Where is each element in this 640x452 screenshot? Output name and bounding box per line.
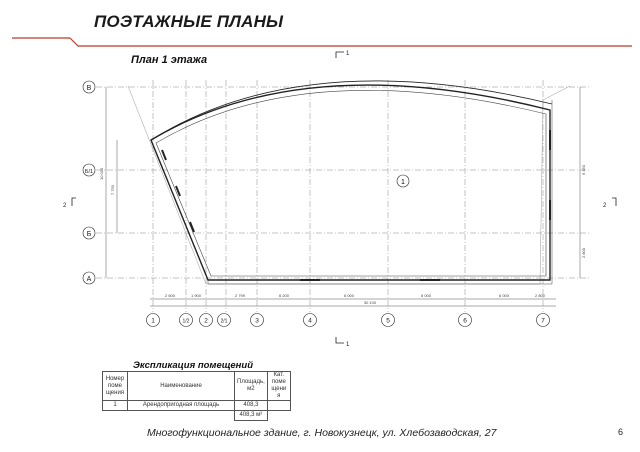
dim-2: 1 900 bbox=[190, 293, 202, 298]
side-dim-3: 9 450 bbox=[581, 164, 586, 175]
dim-total: 30 100 bbox=[363, 300, 377, 305]
total-area: 408,3 м² bbox=[235, 411, 268, 421]
row-axis-v: В bbox=[86, 85, 92, 92]
row-axis-b: Б bbox=[86, 231, 92, 238]
dim-6: 6 000 bbox=[420, 293, 432, 298]
row-axis-a: А bbox=[86, 276, 92, 283]
page-title: ПОЭТАЖНЫЕ ПЛАНЫ bbox=[94, 12, 284, 31]
header-number: Номер поме щения bbox=[103, 372, 128, 401]
col-axis-5: 5 bbox=[386, 317, 390, 325]
page-number: 6 bbox=[618, 427, 624, 437]
explication-table bbox=[102, 371, 291, 421]
col-axis-3: 3 bbox=[255, 317, 259, 325]
plan-title: План 1 этажа bbox=[131, 54, 208, 66]
footer-address: Многофункциональное здание, г. Новокузнецк, ул. Хлебозаводская, 27 bbox=[147, 427, 497, 439]
dim-5: 6 000 bbox=[343, 293, 355, 298]
dim-1: 2 600 bbox=[164, 293, 176, 298]
dim-8: 2 800 bbox=[534, 293, 546, 298]
col-axis-2-1: 2/1 bbox=[220, 318, 228, 325]
col-axis-6: 6 bbox=[463, 317, 467, 325]
explication-title: Экспликация помещений bbox=[133, 360, 254, 371]
side-dim-2: 7 750 bbox=[110, 184, 115, 195]
col-axis-1-2: 1/2 bbox=[182, 318, 190, 325]
col-axis-4: 4 bbox=[308, 317, 312, 325]
dim-4: 6 200 bbox=[278, 293, 290, 298]
total-row bbox=[103, 411, 291, 421]
dim-3: 2 799 bbox=[234, 293, 246, 298]
section-mark-bottom: 1 bbox=[346, 342, 350, 348]
header-area: Площадь, м2 bbox=[235, 372, 268, 401]
section-mark-top: 1 bbox=[346, 51, 350, 57]
header-name: Наименование bbox=[128, 372, 235, 401]
side-dim-1: 10 000 bbox=[99, 167, 104, 180]
dim-7: 6 000 bbox=[498, 293, 510, 298]
col-axis-2: 2 bbox=[204, 317, 208, 325]
room-label: 1 bbox=[401, 179, 405, 186]
header-category: Кат. поме щени я bbox=[267, 372, 290, 401]
side-mark-right: 2 bbox=[603, 203, 607, 209]
side-dim-4: 2 800 bbox=[581, 247, 586, 258]
col-axis-7: 7 bbox=[541, 317, 545, 325]
table-row: 1 Арендопригодная площадь 408,3 bbox=[103, 401, 291, 411]
side-mark-left: 2 bbox=[63, 203, 67, 209]
col-axis-1: 1 bbox=[151, 317, 155, 325]
row-axis-b1: Б/1 bbox=[84, 169, 94, 175]
